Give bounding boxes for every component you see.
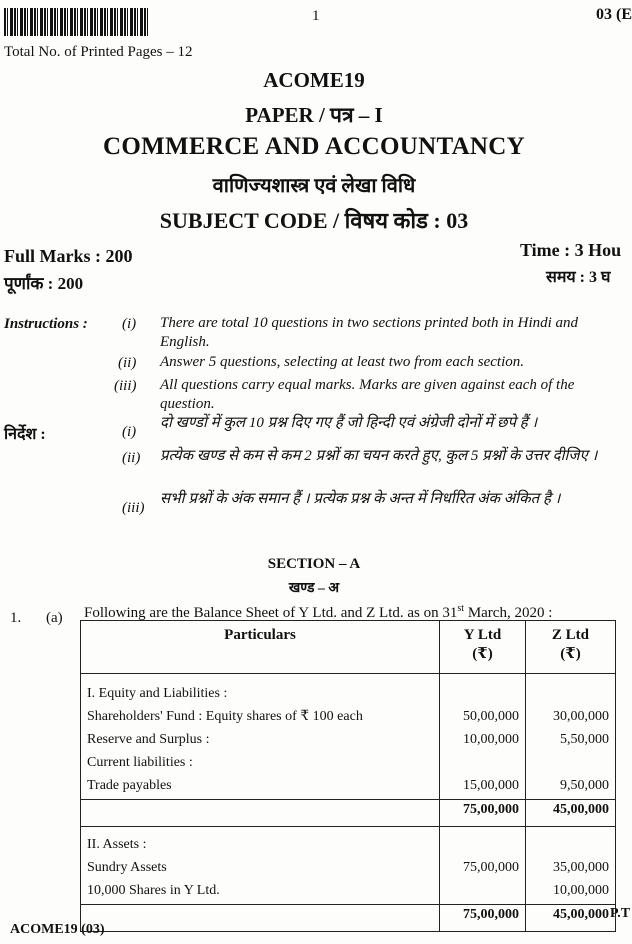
total-label-cell xyxy=(81,800,440,827)
liabilities-z-values xyxy=(525,674,615,800)
assets-particulars xyxy=(81,827,440,905)
question-text-main: Following are the Balance Sheet of Y Ltd. and Z Ltd. as on 31 xyxy=(84,605,458,621)
page-code: 03 (E xyxy=(596,6,632,23)
liabilities-total-row xyxy=(81,800,616,827)
asset-line: 10,000 Shares in Y Ltd. xyxy=(87,883,220,898)
col-z-label: Z Ltd xyxy=(551,627,590,643)
liabilities-total-z: 45,00,000 xyxy=(525,800,615,827)
time-allowed: Time : 3 Hou xyxy=(520,240,622,260)
nirdesh-text: सभी प्रश्नों के अंक समान हैं । प्रत्येक प्रश्न के अन्त में निर्धारित अंक अंकित है । xyxy=(160,491,561,507)
nirdesh-number: (iii) xyxy=(122,500,145,516)
y-value: 50,00,000 xyxy=(462,709,519,724)
nirdesh-text: दो खण्डों में कुल 10 प्रश्न दिए गए हैं जो हिन्दी एवं अंग्रेजी दोनों में छपे हैं । xyxy=(160,415,538,431)
footer-pto: P.T xyxy=(610,906,631,921)
col-z-unit: (₹) xyxy=(560,646,581,662)
z-value xyxy=(532,751,609,774)
total-label-cell xyxy=(81,905,440,932)
instructions-label: Instructions : xyxy=(4,316,88,332)
paper-code: ACOME19 xyxy=(263,68,365,92)
col-y-unit: (₹) xyxy=(472,646,493,662)
subject-code: SUBJECT CODE / विषय कोड : 03 xyxy=(159,208,469,233)
liability-line: Shareholders' Fund : Equity shares of ₹ 100 each xyxy=(87,709,363,724)
assets-z-values xyxy=(525,827,615,905)
col-z-ltd xyxy=(525,621,615,674)
question-text-end: March, 2020 : xyxy=(464,605,553,621)
liabilities-row xyxy=(81,674,616,800)
paper-label: PAPER / पत्र – I xyxy=(245,103,383,127)
liability-line: Trade payables xyxy=(87,778,172,793)
subject-title-hindi: वाणिज्यशास्त्र एवं लेखा विधि xyxy=(212,175,416,197)
full-marks: Full Marks : 200 xyxy=(4,246,133,266)
assets-heading: II. Assets : xyxy=(87,837,147,852)
y-value: 10,00,000 xyxy=(462,732,519,747)
liabilities-particulars xyxy=(81,674,440,800)
question-text-sup: st xyxy=(457,603,465,614)
y-value xyxy=(446,682,519,705)
z-value: 10,00,000 xyxy=(553,883,609,898)
assets-total-z: 45,00,000 xyxy=(525,905,615,932)
instruction-number: (ii) xyxy=(118,355,137,371)
question-number: 1. xyxy=(10,610,22,626)
assets-row xyxy=(81,827,616,905)
liability-line: Reserve and Surplus : xyxy=(87,732,210,747)
y-value xyxy=(446,751,519,774)
y-value xyxy=(446,833,519,856)
instruction-number: (i) xyxy=(122,316,137,332)
instruction-text: Answer 5 questions, selecting at least two from each section. xyxy=(160,354,524,370)
liability-line: Current liabilities : xyxy=(87,755,193,770)
z-value: 35,00,000 xyxy=(553,860,609,875)
z-value xyxy=(532,833,609,856)
nirdesh-number: (i) xyxy=(122,424,137,440)
instruction-number: (iii) xyxy=(114,378,137,394)
col-y-ltd xyxy=(440,621,526,674)
nirdesh-text: प्रत्येक खण्ड से कम से कम 2 प्रश्नों का चयन करते हुए, कुल 5 प्रश्नों के उत्तर दीजिए । xyxy=(160,448,598,464)
assets-total-row xyxy=(81,905,616,932)
footer-code: ACOME19 (03) xyxy=(10,922,105,937)
assets-total-y: 75,00,000 xyxy=(440,905,526,932)
subject-title: COMMERCE AND ACCOUNTANCY xyxy=(102,133,525,160)
col-y-label: Y Ltd xyxy=(463,627,502,643)
asset-line: Sundry Assets xyxy=(87,860,167,875)
y-value: 15,00,000 xyxy=(462,778,519,793)
z-value xyxy=(532,682,609,705)
y-value: 75,00,000 xyxy=(462,860,519,875)
liabilities-y-values xyxy=(440,674,526,800)
barcode xyxy=(4,8,150,36)
instruction-text: All questions carry equal marks. Marks are given against each of the question. xyxy=(160,377,575,412)
instruction-text: There are total 10 questions in two sections printed both in Hindi and English. xyxy=(160,315,579,350)
section-title-hindi: खण्ड – अ xyxy=(288,581,340,596)
nirdesh-number: (ii) xyxy=(122,450,141,466)
table-header-row xyxy=(81,621,616,674)
nirdesh-label: निर्देश : xyxy=(4,426,46,443)
page-number: 1 xyxy=(312,8,320,24)
question-sub-label: (a) xyxy=(46,610,63,626)
liabilities-total-y: 75,00,000 xyxy=(440,800,526,827)
liabilities-heading: I. Equity and Liabilities : xyxy=(87,686,228,701)
time-allowed-hindi: समय : 3 घ xyxy=(546,269,611,286)
full-marks-hindi: पूर्णांक : 200 xyxy=(4,274,84,293)
z-value: 9,50,000 xyxy=(560,778,609,793)
section-title: SECTION – A xyxy=(267,556,361,572)
printed-pages: Total No. of Printed Pages – 12 xyxy=(4,44,193,60)
balance-sheet-table xyxy=(80,620,616,932)
y-value xyxy=(446,879,519,902)
z-value: 30,00,000 xyxy=(553,709,609,724)
z-value: 5,50,000 xyxy=(560,732,609,747)
assets-y-values xyxy=(440,827,526,905)
col-particulars: Particulars xyxy=(81,621,440,674)
